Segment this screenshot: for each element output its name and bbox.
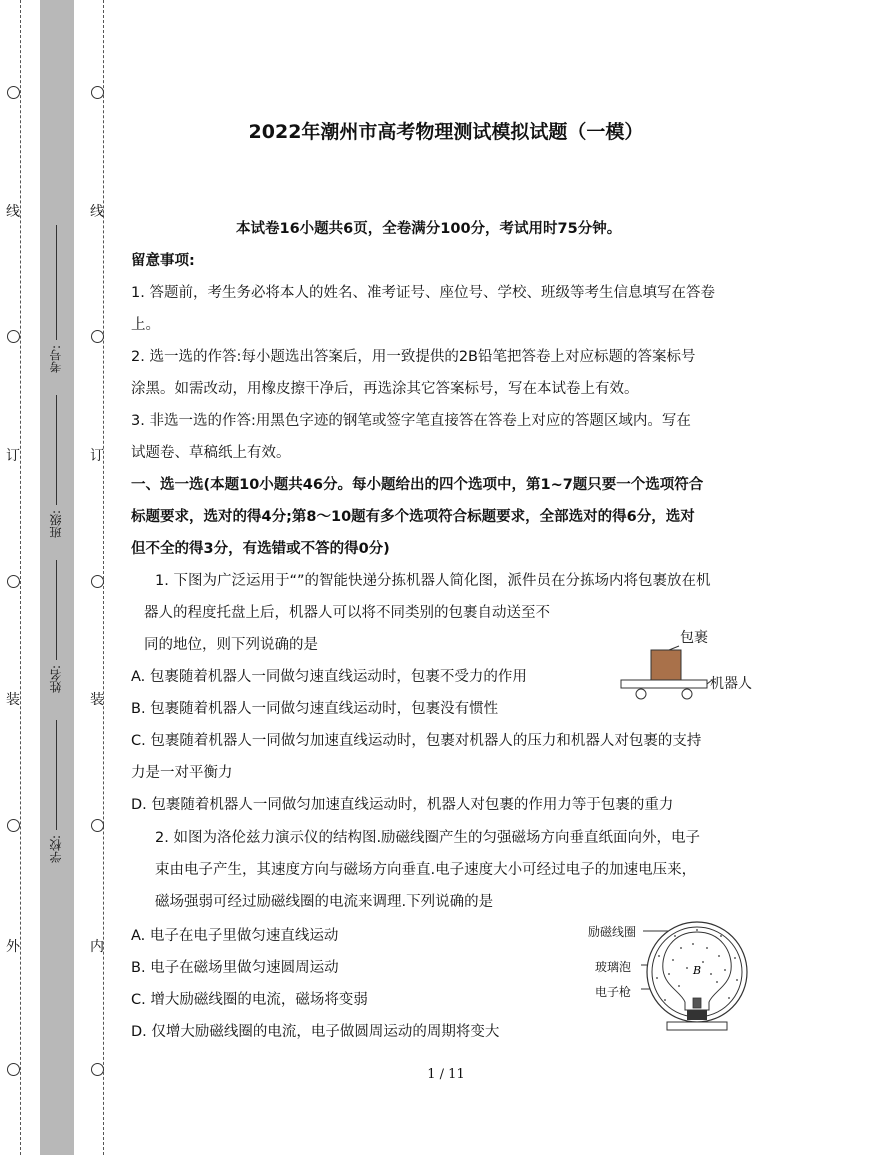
robot-tray (621, 680, 707, 688)
q1-option-c-cont: 力是一对平衡力 (131, 765, 233, 781)
bulb-base (687, 1010, 707, 1020)
q1-stem: 同的地位，则下列说确的是 (144, 637, 318, 653)
package-label: 包裹 (680, 630, 708, 646)
section-heading: 但不全的得3分，有选错或不答的得0分) (131, 541, 390, 557)
q1-option-c: C. 包裹随着机器人一同做匀加速直线运动时，包裹对机器人的压力和机器人对包裹的支持 (131, 733, 702, 749)
coil-label: 励磁线圈 (588, 925, 637, 939)
q2-stem: 磁场强弱可经过励磁线圈的电流来调理.下列说确的是 (155, 894, 494, 910)
margin-char-ding: 订 (90, 448, 104, 464)
q2-option-d: D. 仅增大励磁线圈的电流，电子做圆周运动的周期将变大 (131, 1024, 500, 1040)
electron-gun (693, 998, 701, 1008)
q2-stem: 2. 如图为洛伦兹力演示仪的结构图.励磁线圈产生的匀强磁场方向垂直纸面向外，电子 (155, 830, 701, 846)
q2-option-b: B. 电子在磁场里做匀速圆周运动 (131, 960, 339, 976)
notice-line: 3. 非选一选的作答:用黑色字迹的钢笔或签字笔直接答在答卷上对应的答题区域内。写在 (131, 413, 691, 429)
binding-margin (0, 0, 118, 1155)
q2-stem: 束由电子产生，其速度方向与磁场方向垂直.电子速度大小可经过电子的加速电压来， (155, 862, 697, 878)
section-heading: 标题要求，选对的得4分;第8～10题有多个选项符合标题要求，全部选对的得6分，选对 (131, 509, 695, 525)
coil-stand (667, 1022, 727, 1030)
class-label: 班级: (49, 510, 63, 539)
label-leader-robot (707, 680, 712, 684)
page-title: 2022年潮州市高考物理测试模拟试题（一模） (248, 121, 644, 143)
punch-hole (7, 819, 20, 832)
robot-label: 机器人 (710, 676, 752, 692)
punch-hole (91, 819, 104, 832)
gun-label: 电子枪 (595, 985, 632, 999)
punch-hole (7, 86, 20, 99)
margin-char-ding: 订 (6, 448, 20, 464)
notice-line: 涂黑。如需改动，用橡皮擦干净后，再选涂其它答案标号，写在本试卷上有效。 (131, 381, 639, 397)
robot-figure (619, 640, 714, 704)
q1-stem: 1. 下图为广泛运用于“”的智能快递分拣机器人简化图，派件员在分拣场内将包裹放在机 (155, 573, 711, 589)
punch-hole (7, 330, 20, 343)
school-label: 学校: (49, 835, 63, 864)
notice-line: 2. 选一选的作答:每小题选出答案后，用一致提供的2B铅笔把答卷上对应标题的答案标号 (131, 349, 696, 365)
margin-char-zhuang: 装 (6, 692, 20, 708)
notice-line: 上。 (131, 317, 160, 333)
school-blank (56, 720, 57, 830)
exam-number-label: 考号: (49, 345, 63, 374)
notice-line: 试题卷、草稿纸上有效。 (131, 445, 291, 461)
robot-wheel (636, 689, 646, 699)
punch-hole (91, 330, 104, 343)
q1-option-a: A. 包裹随着机器人一同做匀速直线运动时，包裹不受力的作用 (131, 669, 527, 685)
margin-char-xian: 线 (90, 204, 104, 220)
robot-wheel (682, 689, 692, 699)
q1-stem: 器人的程度托盘上后，机器人可以将不同类别的包裹自动送至不 (144, 605, 550, 621)
cut-line-outer (20, 0, 21, 1155)
punch-hole (91, 575, 104, 588)
exam-number-blank (56, 225, 57, 340)
binding-band (40, 0, 74, 1155)
exam-intro: 本试卷16小题共6页，全卷满分100分，考试用时75分钟。 (236, 221, 622, 237)
margin-char-wai: 外 (6, 939, 20, 955)
q2-option-a: A. 电子在电子里做匀速直线运动 (131, 928, 339, 944)
section-heading: 一、选一选(本题10小题共46分。每小题给出的四个选项中，第1~7题只要一个选项符合 (131, 477, 704, 493)
class-blank (56, 395, 57, 505)
page-number: 1 / 11 (427, 1067, 465, 1082)
q1-option-d: D. 包裹随着机器人一同做匀加速直线运动时，机器人对包裹的作用力等于包裹的重力 (131, 797, 674, 813)
margin-char-nei: 内 (90, 939, 104, 955)
field-label-b: B (693, 964, 702, 977)
bulb-label: 玻璃泡 (595, 960, 632, 974)
name-blank (56, 560, 57, 660)
notice-heading: 留意事项: (131, 253, 195, 269)
q2-option-c: C. 增大励磁线圈的电流，磁场将变弱 (131, 992, 368, 1008)
punch-hole (91, 86, 104, 99)
punch-hole (7, 575, 20, 588)
notice-line: 1. 答题前，考生务必将本人的姓名、准考证号、座位号、学校、班级等考生信息填写在答卷 (131, 285, 715, 301)
margin-char-xian: 线 (6, 204, 20, 220)
lorentz-figure (641, 918, 751, 1034)
package-box (651, 650, 681, 680)
name-label: 姓名: (49, 665, 63, 694)
q1-option-b: B. 包裹随着机器人一同做匀速直线运动时，包裹没有惯性 (131, 701, 499, 717)
margin-char-zhuang: 装 (90, 692, 104, 708)
